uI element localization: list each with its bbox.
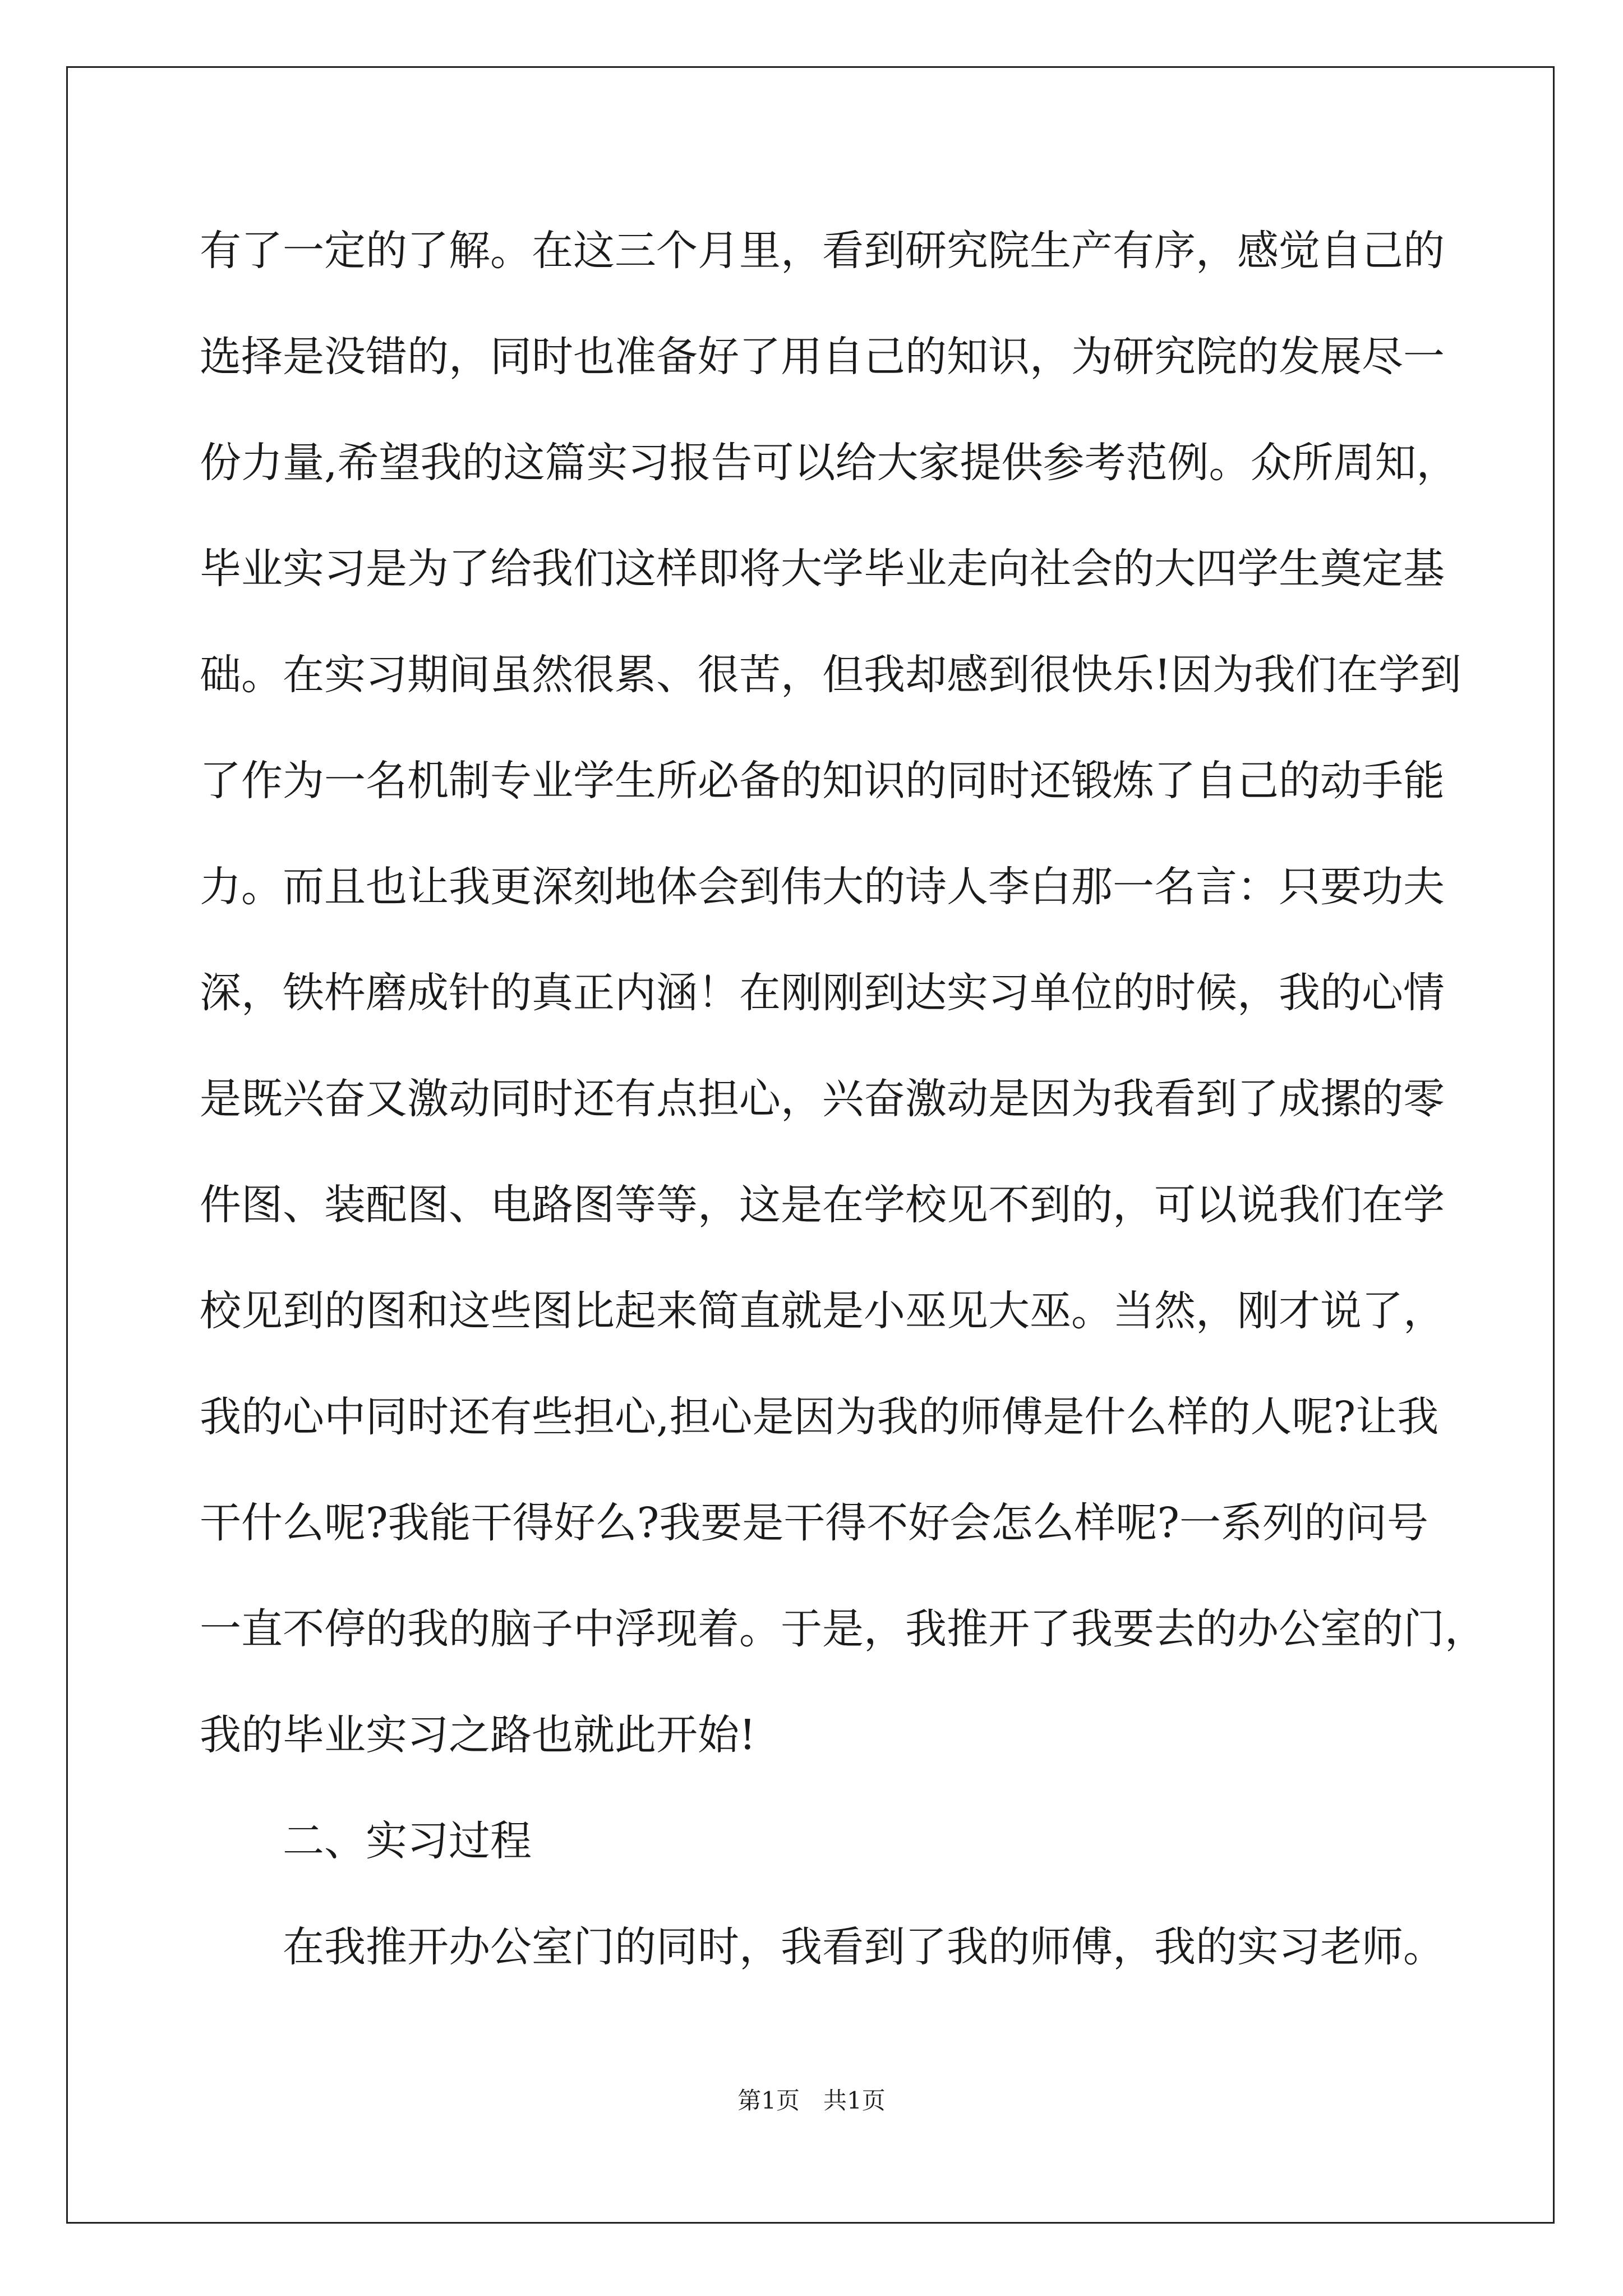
paragraph-line: 是既兴奋又激动同时还有点担心，兴奋激动是因为我看到了成摞的零 — [200, 1075, 1445, 1123]
paragraph-line: 干什么呢?我能干得好么?我要是干得不好会怎么样呢?一系列的问号 — [200, 1499, 1429, 1547]
paragraph-line: 深，铁杵磨成针的真正内涵！在刚刚到达实习单位的时候，我的心情 — [200, 969, 1445, 1017]
paragraph-line: 选择是没错的，同时也准备好了用自己的知识，为研究院的发展尽一 — [200, 333, 1445, 381]
paragraph-line: 有了一定的了解。在这三个月里，看到研究院生产有序，感觉自己的 — [200, 227, 1445, 275]
paragraph-line: 在我推开办公室门的同时，我看到了我的师傅，我的实习老师。 — [283, 1923, 1445, 1971]
page-number-footer: 第1页 共1页 — [737, 2087, 886, 2114]
paragraph-line: 校见到的图和这些图比起来简直就是小巫见大巫。当然，刚才说了， — [200, 1287, 1445, 1335]
section-heading: 二、实习过程 — [283, 1817, 532, 1865]
paragraph-line: 了作为一名机制专业学生所必备的知识的同时还锻炼了自己的动手能 — [200, 757, 1445, 805]
paragraph-line: 础。在实习期间虽然很累、很苦，但我却感到很快乐!因为我们在学到 — [200, 651, 1461, 699]
paragraph-line: 件图、装配图、电路图等等，这是在学校见不到的，可以说我们在学 — [200, 1181, 1445, 1229]
paragraph-line: 毕业实习是为了给我们这样即将大学毕业走向社会的大四学生奠定基 — [200, 545, 1445, 593]
paragraph-line: 力。而且也让我更深刻地体会到伟大的诗人李白那一名言：只要功夫 — [200, 863, 1445, 911]
paragraph-line: 一直不停的我的脑子中浮现着。于是，我推开了我要去的办公室的门， — [200, 1605, 1486, 1653]
paragraph-line: 份力量,希望我的这篇实习报告可以给大家提供参考范例。众所周知， — [200, 439, 1458, 487]
paragraph-line: 我的毕业实习之路也就此开始! — [200, 1711, 756, 1759]
paragraph-line: 我的心中同时还有些担心,担心是因为我的师傅是什么样的人呢?让我 — [200, 1393, 1439, 1441]
document-body — [200, 213, 1486, 2016]
